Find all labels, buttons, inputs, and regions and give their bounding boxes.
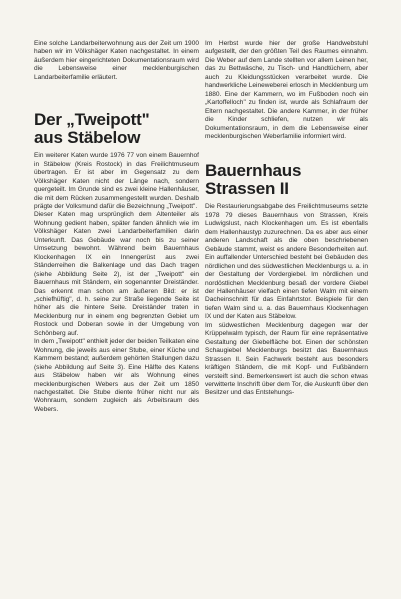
section-heading-tweipott bbox=[34, 111, 199, 147]
intro-paragraph: Eine solche Landarbeiterwohnung aus der Zeit um 1900 haben wir im Völkshäger Katen nachgestaltet. In einem äußerdem hier eingerichteten Dokumentationsraum wird die Lebensweise einer mecklenburgischen Landarbeiterfamilie erläutert. bbox=[34, 40, 199, 81]
paragraph-strassen-1: Die Restaurierungsabgabe des Freilichtmuseums setzte 1978 79 dieses Bauernhaus von Strassen, Kreis Ludwigslust, nach Klockenhagen um. Es ist ebenfalls dem Hallenhaustyp zuzurechnen. Da es aber aus einer anderen Landschaft als die oben beschriebenen Gebäude stammt, weist es andere Besonderheiten auf. Ein auffallender Unterschied besteht bei Gebäuden des nördlichen und des südwestlichen Mecklenburgs u. a. in der Gestaltung der Vordergiebel. Im nördlichen und nordöstlichen Mecklenburg besaß der vordere Giebel der Hallenhäuser vielfach einen tiefen Walm mit einem Dacheinschnitt für das Einfahrtstor. Beispiele für den tiefen Walm sind u. a. das Bauernhaus Klockenhagen IX und der Katen aus Stäbelow. bbox=[205, 203, 368, 321]
heading-line-2: Strassen II bbox=[205, 179, 289, 199]
heading-line-1: Bauernhaus bbox=[205, 161, 302, 181]
paragraph-strassen-2: Im südwestlichen Mecklenburg dagegen war der Krüppelwalm typisch, der Raum für eine repräsentative Gestaltung der Giebelfläche bot. Einen der schönsten Schaugiebel Mecklenburgs besitzt das Bauernhaus Strassen II. Sein Fachwerk besteht aus besonders kräftigen Ständern, die mit Kopf- und Fußbändern versteift sind. Bemerkenswert ist auch die schon etwas verwitterte Inschrift über dem Tor, die Auskunft über den Besitzer und das Entstehungs- bbox=[205, 321, 368, 397]
left-column bbox=[34, 40, 199, 414]
section-heading-strassen bbox=[205, 162, 368, 198]
heading-line-1: Der „Tweipott" bbox=[34, 110, 150, 130]
paragraph-tweipott-2: Dieser Katen mag ursprünglich dem Altenteiler als Wohnung gedient haben, später fanden ähnlich wie im Völkshäger Katen zwei Landarbeiterfamilien darin Unterkunft. Das Gebäude war noch bis zu seiner Umsetzung bewohnt. Während beim Bauernhaus Klockenhagen IX ein Innengerüst aus zwei Ständerreihen die Balkenlage und das Dach tragen (siehe Abbildung Seite 2), ist der „Tweipott" ein Bauernhaus mit Ständern, ein sogenannter Dreiständer. Das erkennt man schon am äußeren Bild: er ist „schiefhüftig", d. h. seine zur Straße liegende Seite ist höher als die hintere Seite. Dreiständer traten in Mecklenburg nur in einem eng begrenzten Gebiet um Rostock und Doberan sowie in der Umgebung von Schönberg auf. bbox=[34, 211, 199, 337]
right-column bbox=[205, 40, 368, 398]
heading-line-2: aus Stäbelow bbox=[34, 128, 141, 148]
paragraph-tweipott-3: In dem „Tweipott" enthielt jeder der beiden Teilkaten eine Wohnung, die jeweils aus einer Stube, einer Küche und Kammern bestand; außerdem gehörten Stallungen dazu (siehe Abbildung auf Seite 3). Eine Hälfte des Katens aus Stäbelow haben wir als Wohnung eines mecklenburgischen Webers aus der Zeit um 1850 nachgestaltet. Die Stube diente früher nicht nur als Wohnraum, sondern zugleich als Arbeitsraum des Webers. bbox=[34, 338, 199, 413]
paragraph-tweipott-1: Ein weiterer Katen wurde 1976 77 von einem Bauernhof in Stäbelow (Kreis Rostock) in das Freilichtmuseum übertragen. Er ist aber im Gegensatz zu dem Völkshäger Katen nicht der Länge nach, sondern quergeteilt. Im Grunde sind es zwei kleine Hallenhäuser, die mit dem Rücken zusammengestellt wurden. Deshalb prägte der Volksmund dafür die Bezeichnung „Tweipott". bbox=[34, 152, 199, 210]
paragraph-weber: Im Herbst wurde hier der große Handwebstuhl aufgestellt, der den größten Teil des Raumes einnahm. Die Weber auf dem Lande stellten vor allem Leinen her, das zu Bettwäsche, zu Tisch- und Handtüchern, aber auch zu Kleidungsstücken verarbeitet wurde. Die handwerkliche Leineweberei erlosch in Mecklenburg um 1880. Eine der Kammern, wo im Fußboden noch ein „Kartoffelloch" zu finden ist, wurde als Schlafraum der Eltern nachgestaltet. Die andere Kammer, in der früher die Kinder schliefen, nutzen wir als Dokumentationsraum, in dem die Lebensweise einer mecklenburgischen Weberfamilie informiert wird. bbox=[205, 40, 368, 140]
